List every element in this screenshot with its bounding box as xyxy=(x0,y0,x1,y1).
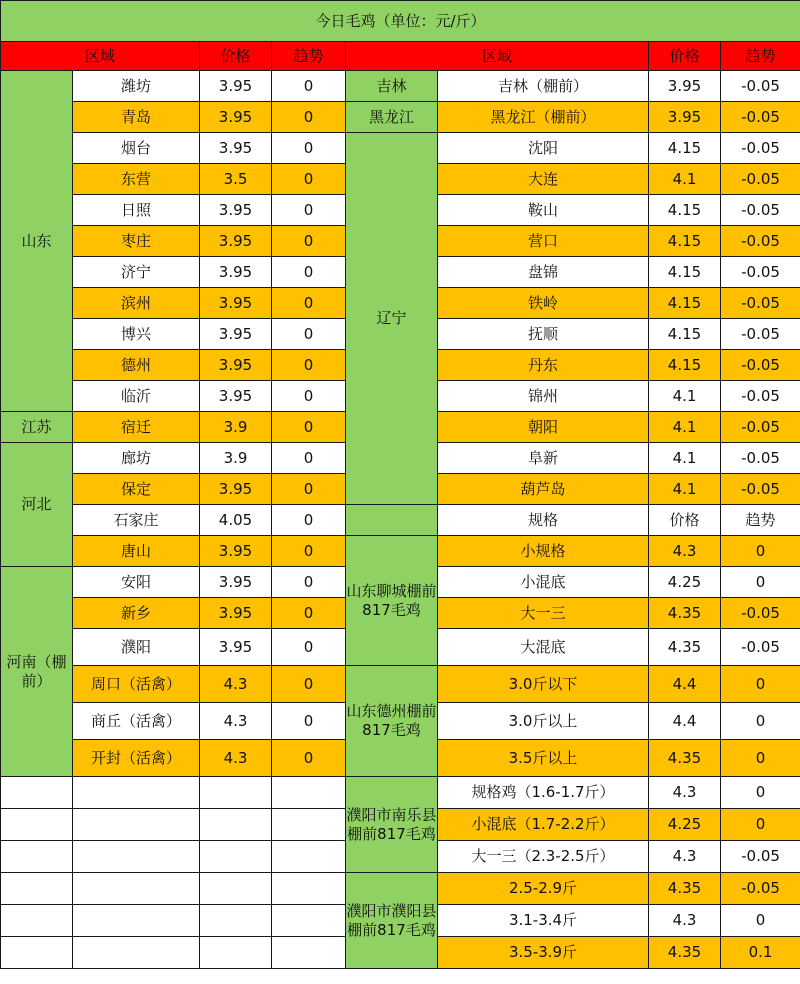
price-cell: 3.95 xyxy=(200,71,272,102)
city-cell: 日照 xyxy=(73,195,200,226)
empty-cell xyxy=(73,809,200,841)
trend-cell: -0.05 xyxy=(721,319,800,350)
trend-cell: 0 xyxy=(272,195,346,226)
trend-cell: 0 xyxy=(721,809,800,841)
table-row xyxy=(1,777,800,809)
empty-cell xyxy=(73,905,200,937)
spec-cell: 3.5-3.9斤 xyxy=(438,937,649,969)
trend-cell: -0.05 xyxy=(721,443,800,474)
city-cell: 德州 xyxy=(73,350,200,381)
header-region-left: 区域 xyxy=(1,42,200,71)
empty-cell xyxy=(200,841,272,873)
spec-header-trend: 趋势 xyxy=(721,505,800,536)
price-cell: 3.95 xyxy=(200,381,272,412)
price-cell: 3.95 xyxy=(200,474,272,505)
region-cell: 营口 xyxy=(438,226,649,257)
empty-cell xyxy=(272,841,346,873)
price-cell: 3.9 xyxy=(200,443,272,474)
price-cell: 4.3 xyxy=(649,777,721,809)
price-cell: 4.1 xyxy=(649,474,721,505)
group-shandong: 山东 xyxy=(1,71,73,412)
trend-cell: -0.05 xyxy=(721,629,800,666)
city-cell: 濮阳 xyxy=(73,629,200,666)
price-cell: 3.95 xyxy=(200,629,272,666)
trend-cell: -0.05 xyxy=(721,598,800,629)
price-cell: 4.35 xyxy=(649,598,721,629)
spec-cell: 3.1-3.4斤 xyxy=(438,905,649,937)
group-heilongjiang: 黑龙江 xyxy=(346,102,438,133)
price-cell: 3.95 xyxy=(200,319,272,350)
region-cell: 吉林（棚前） xyxy=(438,71,649,102)
empty-cell xyxy=(272,873,346,905)
city-cell: 开封（活禽） xyxy=(73,740,200,777)
table-row xyxy=(1,666,800,703)
table-title: 今日毛鸡（单位：元/斤） xyxy=(1,1,800,42)
trend-cell: -0.05 xyxy=(721,102,800,133)
trend-cell: 0 xyxy=(272,164,346,195)
region-cell: 大连 xyxy=(438,164,649,195)
trend-cell: -0.05 xyxy=(721,71,800,102)
table-row xyxy=(1,133,800,164)
city-cell: 石家庄 xyxy=(73,505,200,536)
table-row xyxy=(1,873,800,905)
empty-cell xyxy=(272,905,346,937)
city-cell: 济宁 xyxy=(73,257,200,288)
city-cell: 唐山 xyxy=(73,536,200,567)
trend-cell: 0 xyxy=(272,381,346,412)
empty-cell xyxy=(1,841,73,873)
price-cell: 4.35 xyxy=(649,629,721,666)
header-trend-left: 趋势 xyxy=(272,42,346,71)
city-cell: 商丘（活禽） xyxy=(73,703,200,740)
price-cell: 4.15 xyxy=(649,195,721,226)
price-cell: 4.15 xyxy=(649,350,721,381)
header-region-right: 区域 xyxy=(346,42,649,71)
group-hebei: 河北 xyxy=(1,443,73,567)
region-cell: 抚顺 xyxy=(438,319,649,350)
trend-cell: 0 xyxy=(272,412,346,443)
empty-cell xyxy=(73,873,200,905)
price-cell: 4.25 xyxy=(649,809,721,841)
spec-cell: 大一三 xyxy=(438,598,649,629)
trend-cell: -0.05 xyxy=(721,474,800,505)
trend-cell: -0.05 xyxy=(721,195,800,226)
city-cell: 保定 xyxy=(73,474,200,505)
city-cell: 潍坊 xyxy=(73,71,200,102)
trend-cell: 0 xyxy=(721,567,800,598)
price-cell: 4.3 xyxy=(200,666,272,703)
trend-cell: 0 xyxy=(272,740,346,777)
price-cell: 3.95 xyxy=(200,288,272,319)
price-cell: 3.95 xyxy=(200,567,272,598)
group-jilin: 吉林 xyxy=(346,71,438,102)
region-cell: 黑龙江（棚前） xyxy=(438,102,649,133)
price-cell: 4.4 xyxy=(649,666,721,703)
trend-cell: 0 xyxy=(721,536,800,567)
table-row xyxy=(1,536,800,567)
trend-cell: 0 xyxy=(272,319,346,350)
price-cell: 3.95 xyxy=(200,226,272,257)
price-cell: 4.3 xyxy=(200,740,272,777)
group-nanle: 濮阳市南乐县棚前817毛鸡 xyxy=(346,777,438,873)
price-cell: 3.5 xyxy=(200,164,272,195)
empty-cell xyxy=(73,937,200,969)
spec-cell: 小规格 xyxy=(438,536,649,567)
spec-header-price: 价格 xyxy=(649,505,721,536)
price-cell: 4.15 xyxy=(649,257,721,288)
trend-cell: 0 xyxy=(272,536,346,567)
trend-cell: 0 xyxy=(272,133,346,164)
trend-cell: 0 xyxy=(272,505,346,536)
trend-cell: 0 xyxy=(272,666,346,703)
price-cell: 3.9 xyxy=(200,412,272,443)
region-cell: 盘锦 xyxy=(438,257,649,288)
price-cell: 4.35 xyxy=(649,873,721,905)
price-cell: 4.25 xyxy=(649,567,721,598)
region-cell: 鞍山 xyxy=(438,195,649,226)
trend-cell: 0 xyxy=(272,102,346,133)
price-cell: 4.1 xyxy=(649,412,721,443)
trend-cell: 0 xyxy=(272,474,346,505)
table-row xyxy=(1,71,800,102)
empty-cell xyxy=(200,809,272,841)
trend-cell: 0 xyxy=(721,666,800,703)
price-cell: 4.05 xyxy=(200,505,272,536)
city-cell: 宿迁 xyxy=(73,412,200,443)
price-cell: 3.95 xyxy=(200,133,272,164)
city-cell: 博兴 xyxy=(73,319,200,350)
empty-cell xyxy=(200,905,272,937)
group-henan: 河南（棚前） xyxy=(1,567,73,777)
trend-cell: -0.05 xyxy=(721,164,800,195)
empty-cell xyxy=(1,905,73,937)
region-cell: 丹东 xyxy=(438,350,649,381)
price-cell: 3.95 xyxy=(649,102,721,133)
price-cell: 4.3 xyxy=(649,905,721,937)
trend-cell: 0 xyxy=(721,703,800,740)
price-cell: 4.3 xyxy=(200,703,272,740)
price-cell: 3.95 xyxy=(649,71,721,102)
city-cell: 廊坊 xyxy=(73,443,200,474)
price-cell: 4.35 xyxy=(649,740,721,777)
empty-cell xyxy=(272,937,346,969)
trend-cell: -0.05 xyxy=(721,381,800,412)
trend-cell: 0 xyxy=(721,777,800,809)
city-cell: 枣庄 xyxy=(73,226,200,257)
empty-cell xyxy=(200,777,272,809)
empty-cell xyxy=(1,873,73,905)
group-puyang: 濮阳市濮阳县棚前817毛鸡 xyxy=(346,873,438,969)
header-price-left: 价格 xyxy=(200,42,272,71)
price-cell: 4.15 xyxy=(649,288,721,319)
trend-cell: 0 xyxy=(721,740,800,777)
region-cell: 朝阳 xyxy=(438,412,649,443)
empty-cell xyxy=(200,873,272,905)
trend-cell: -0.05 xyxy=(721,257,800,288)
trend-cell: 0 xyxy=(272,288,346,319)
trend-cell: -0.05 xyxy=(721,412,800,443)
price-cell: 3.95 xyxy=(200,102,272,133)
city-cell: 东营 xyxy=(73,164,200,195)
table-row xyxy=(1,102,800,133)
trend-cell: 0.1 xyxy=(721,937,800,969)
empty-cell xyxy=(73,777,200,809)
spec-cell: 小混底 xyxy=(438,567,649,598)
trend-cell: -0.05 xyxy=(721,133,800,164)
trend-cell: 0 xyxy=(272,257,346,288)
price-cell: 4.1 xyxy=(649,381,721,412)
spec-cell: 2.5-2.9斤 xyxy=(438,873,649,905)
price-cell: 3.95 xyxy=(200,598,272,629)
empty-cell xyxy=(272,809,346,841)
spec-header-spec: 规格 xyxy=(438,505,649,536)
city-cell: 安阳 xyxy=(73,567,200,598)
trend-cell: -0.05 xyxy=(721,873,800,905)
trend-cell: 0 xyxy=(272,226,346,257)
header-price-right: 价格 xyxy=(649,42,721,71)
city-cell: 烟台 xyxy=(73,133,200,164)
table-row xyxy=(1,505,800,536)
price-cell: 4.1 xyxy=(649,443,721,474)
region-cell: 锦州 xyxy=(438,381,649,412)
city-cell: 滨州 xyxy=(73,288,200,319)
empty-cell xyxy=(272,777,346,809)
city-cell: 临沂 xyxy=(73,381,200,412)
spec-cell: 小混底（1.7-2.2斤） xyxy=(438,809,649,841)
price-cell: 3.95 xyxy=(200,257,272,288)
region-cell: 铁岭 xyxy=(438,288,649,319)
city-cell: 青岛 xyxy=(73,102,200,133)
trend-cell: -0.05 xyxy=(721,350,800,381)
empty-cell xyxy=(1,809,73,841)
trend-cell: 0 xyxy=(272,598,346,629)
price-cell: 4.3 xyxy=(649,536,721,567)
spec-cell: 3.0斤以上 xyxy=(438,703,649,740)
spec-cell: 规格鸡（1.6-1.7斤） xyxy=(438,777,649,809)
trend-cell: -0.05 xyxy=(721,841,800,873)
region-cell: 沈阳 xyxy=(438,133,649,164)
group-dezhou: 山东德州棚前817毛鸡 xyxy=(346,666,438,777)
price-cell: 4.15 xyxy=(649,133,721,164)
trend-cell: -0.05 xyxy=(721,288,800,319)
trend-cell: -0.05 xyxy=(721,226,800,257)
group-jiangsu: 江苏 xyxy=(1,412,73,443)
price-cell: 4.1 xyxy=(649,164,721,195)
price-cell: 3.95 xyxy=(200,195,272,226)
spec-cell: 3.0斤以下 xyxy=(438,666,649,703)
region-cell: 阜新 xyxy=(438,443,649,474)
group-liaocheng: 山东聊城棚前817毛鸡 xyxy=(346,536,438,666)
price-cell: 3.95 xyxy=(200,536,272,567)
trend-cell: 0 xyxy=(272,71,346,102)
price-cell: 4.15 xyxy=(649,226,721,257)
trend-cell: 0 xyxy=(272,443,346,474)
header-trend-right: 趋势 xyxy=(721,42,800,71)
empty-cell xyxy=(200,937,272,969)
price-cell: 4.4 xyxy=(649,703,721,740)
trend-cell: 0 xyxy=(721,905,800,937)
empty-cell xyxy=(1,777,73,809)
trend-cell: 0 xyxy=(272,629,346,666)
trend-cell: 0 xyxy=(272,703,346,740)
price-cell: 4.35 xyxy=(649,937,721,969)
trend-cell: 0 xyxy=(272,350,346,381)
city-cell: 周口（活禽） xyxy=(73,666,200,703)
spec-cell: 大一三（2.3-2.5斤） xyxy=(438,841,649,873)
spec-cell: 3.5斤以上 xyxy=(438,740,649,777)
empty-cell xyxy=(73,841,200,873)
price-cell: 3.95 xyxy=(200,350,272,381)
price-cell: 4.3 xyxy=(649,841,721,873)
spec-header-blank xyxy=(346,505,438,536)
trend-cell: 0 xyxy=(272,567,346,598)
spec-cell: 大混底 xyxy=(438,629,649,666)
group-liaoning: 辽宁 xyxy=(346,133,438,505)
empty-cell xyxy=(1,937,73,969)
region-cell: 葫芦岛 xyxy=(438,474,649,505)
price-cell: 4.15 xyxy=(649,319,721,350)
city-cell: 新乡 xyxy=(73,598,200,629)
